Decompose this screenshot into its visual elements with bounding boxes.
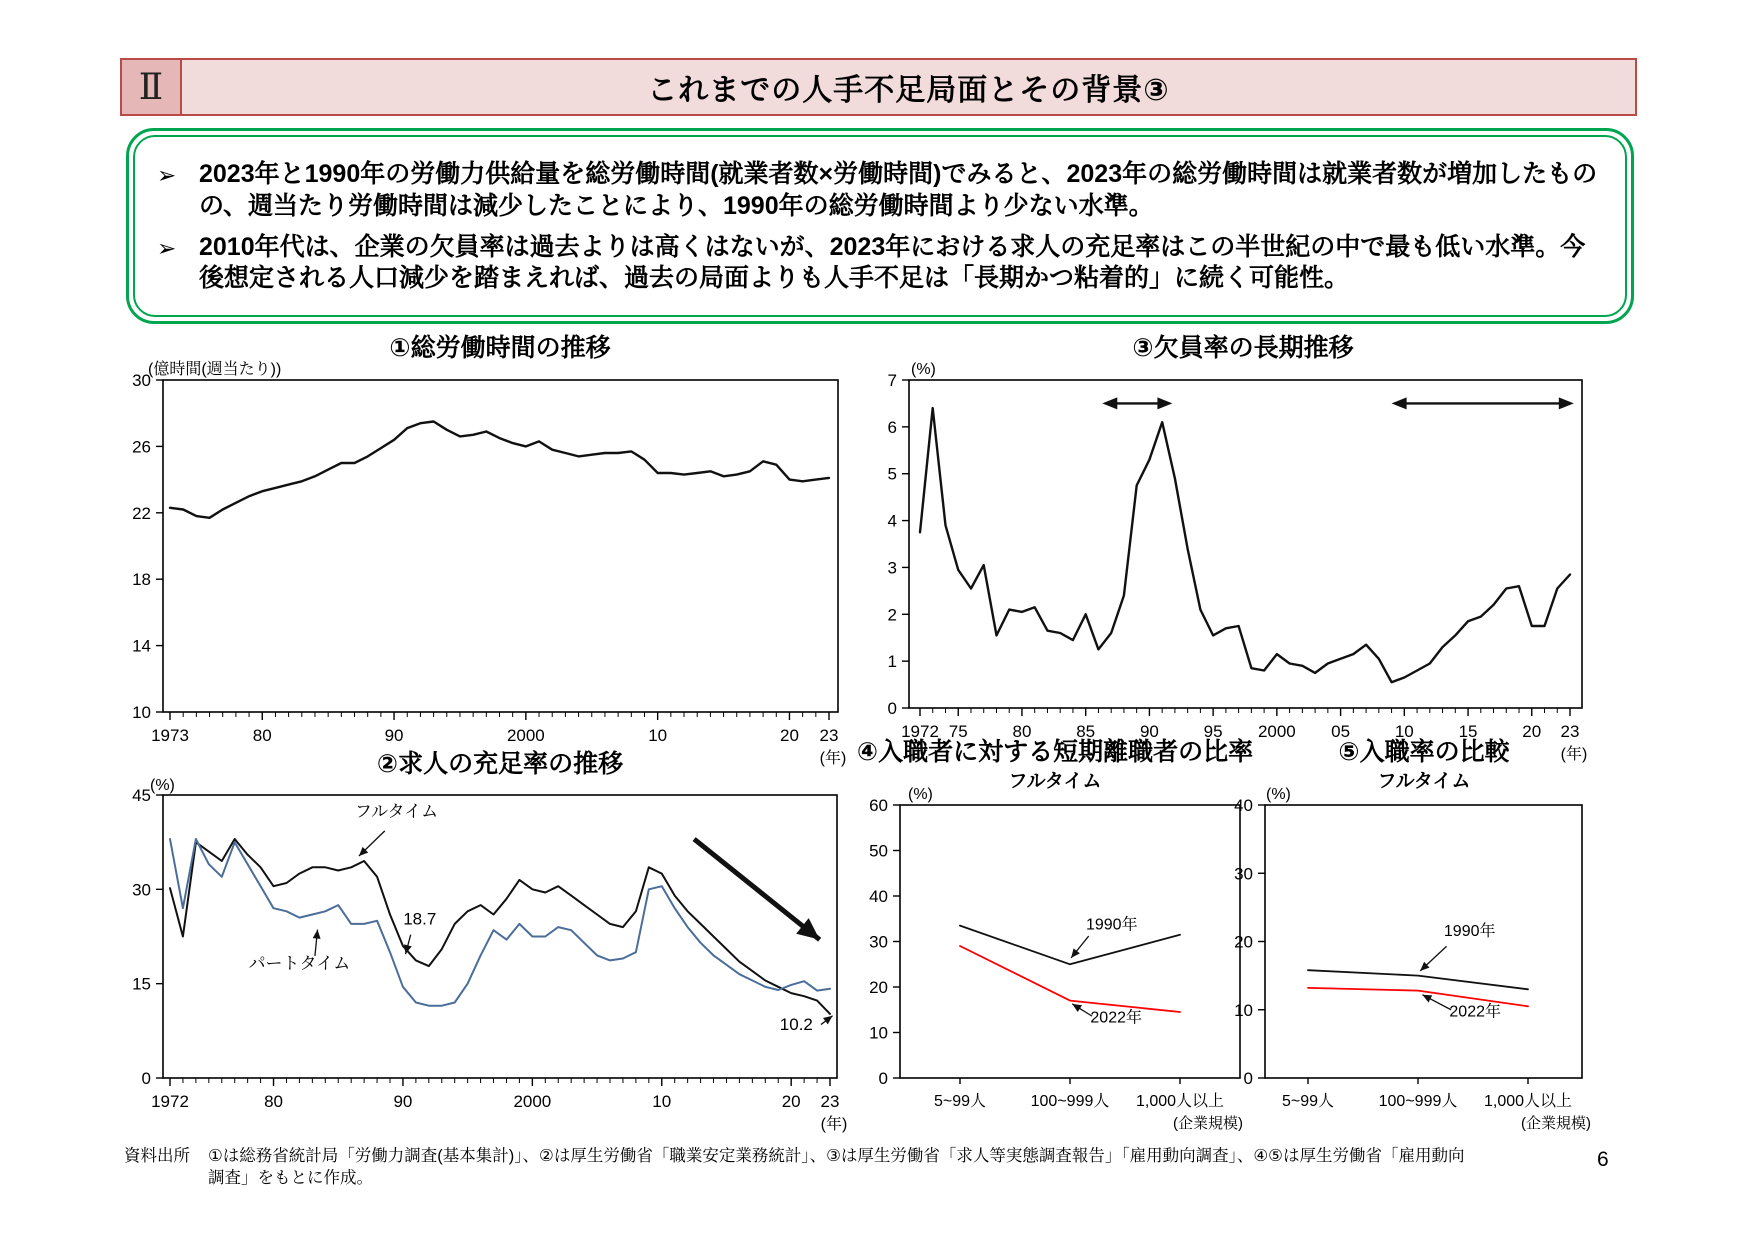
chart1-plot-frame [163,380,838,712]
svg-text:③欠員率の長期推移: ③欠員率の長期推移 [1132,334,1354,362]
chart2-series-パートタイム [170,839,830,1006]
page-number: 6 [1597,1148,1609,1171]
chart5-series-1990年 [1308,970,1528,989]
source-note-label: 資料出所 [124,1147,190,1165]
chart3-plot-frame [909,380,1582,708]
svg-text:95: 95 [1203,722,1223,741]
svg-text:15: 15 [1458,722,1478,741]
svg-text:2000: 2000 [513,1092,552,1111]
chart1-series-main [170,422,829,518]
svg-text:22: 22 [132,503,151,523]
svg-text:0: 0 [141,1069,151,1088]
svg-text:23: 23 [1560,722,1580,741]
svg-text:⑤入職率の比較: ⑤入職率の比較 [1338,738,1510,766]
svg-text:90: 90 [393,1092,413,1111]
svg-text:2000: 2000 [1257,722,1296,741]
svg-text:2022年: 2022年 [1090,1009,1143,1027]
source-note-line1: ①は総務省統計局「労働力調査(基本集計)」、②は厚生労働省「職業安定業務統計」、③は厚生労働省「求人等実態調査報告」「雇用動向調査」、④⑤は厚生労働省「雇用動向 [208,1147,1465,1165]
summary-bullet-2-text: 2010年代は、企業の欠員率は過去よりは高くはないが、2023年における求人の充足率はこの半世紀の中で最も低い水準。今後想定される人口減少を踏まえれば、過去の局面よりも人手不足は「長期かつ粘着的」に続く可能性。 [199,232,1586,293]
svg-text:5~99人: 5~99人 [933,1093,987,1110]
svg-text:(億時間(週当たり)): (億時間(週当たり)) [148,361,282,378]
svg-text:0: 0 [878,1069,888,1088]
svg-text:1,000人以上: 1,000人以上 [1483,1093,1573,1110]
svg-text:40: 40 [1234,796,1253,815]
svg-text:30: 30 [869,932,888,952]
svg-text:1973: 1973 [151,726,189,745]
svg-text:(%): (%) [150,777,175,794]
svg-text:(%): (%) [908,786,933,803]
svg-text:(年): (年) [1560,746,1588,763]
svg-text:45: 45 [132,786,151,805]
svg-text:100~999人: 100~999人 [1378,1093,1458,1110]
svg-text:10: 10 [1234,1000,1253,1020]
svg-text:10: 10 [648,726,668,745]
chart4 [857,737,1253,1132]
svg-text:1: 1 [887,652,897,672]
svg-text:20: 20 [779,726,799,745]
svg-text:30: 30 [132,371,151,390]
svg-text:4: 4 [887,511,897,531]
svg-text:フルタイム: フルタイム [1008,771,1102,792]
chart5 [1234,737,1591,1132]
svg-text:1990年: 1990年 [1443,923,1496,941]
svg-text:30: 30 [1234,864,1253,884]
chart2 [132,749,847,1133]
svg-text:80: 80 [264,1092,283,1111]
svg-text:④入職者に対する短期離職者の比率: ④入職者に対する短期離職者の比率 [856,738,1254,766]
chart3-series-main [920,408,1570,682]
svg-text:26: 26 [132,437,151,457]
svg-text:90: 90 [384,726,404,745]
svg-text:フルタイム: フルタイム [354,802,439,822]
svg-text:80: 80 [252,726,272,745]
svg-text:20: 20 [1234,932,1253,952]
svg-text:(年): (年) [820,1116,848,1133]
chart2-series-フルタイム [170,839,830,1014]
svg-text:20: 20 [1522,722,1542,741]
svg-text:1,000人以上: 1,000人以上 [1135,1093,1225,1110]
svg-text:10: 10 [132,703,151,722]
svg-text:90: 90 [1139,722,1159,741]
section-number: Ⅱ [120,58,182,116]
svg-text:①総労働時間の推移: ①総労働時間の推移 [389,334,611,362]
chart1 [132,334,846,767]
svg-text:20: 20 [869,978,888,997]
svg-text:6: 6 [887,417,897,437]
svg-text:80: 80 [1012,722,1032,741]
source-note [124,1146,1464,1190]
svg-text:フルタイム: フルタイム [1377,771,1471,792]
chart2-plot-frame [163,795,837,1078]
svg-text:100~999人: 100~999人 [1030,1093,1110,1110]
svg-text:0: 0 [887,699,897,718]
svg-text:1972: 1972 [151,1092,189,1111]
svg-text:(企業規模): (企業規模) [1173,1115,1243,1132]
svg-text:5~99人: 5~99人 [1281,1093,1335,1110]
svg-text:(企業規模): (企業規模) [1521,1115,1591,1132]
svg-text:(%): (%) [1266,786,1291,803]
svg-text:18: 18 [132,570,151,590]
svg-text:10.2: 10.2 [779,1015,813,1035]
svg-text:10: 10 [869,1023,888,1043]
arrow-bullet-icon: ➢ [157,162,177,188]
chart5-plot-frame [1265,805,1582,1078]
svg-text:05: 05 [1331,722,1351,741]
svg-text:85: 85 [1076,722,1096,741]
svg-text:(年): (年) [819,750,847,767]
svg-text:10: 10 [652,1092,672,1111]
svg-text:18.7: 18.7 [403,909,437,929]
svg-text:2000: 2000 [506,726,545,745]
svg-text:30: 30 [132,880,151,900]
svg-text:5: 5 [887,464,897,484]
page-title: これまでの人手不足局面とその背景③ [647,74,1170,107]
summary-bullet-1-text: 2023年と1990年の労働力供給量を総労働時間(就業者数×労働時間)でみると、2023年の総労働時間は就業者数が増加したものの、週当たり労働時間は減少したことにより、1990年の総労働時間より少ない水準。 [199,160,1598,220]
svg-text:パートタイム: パートタイム [248,954,351,974]
svg-text:40: 40 [869,887,888,906]
svg-text:15: 15 [132,974,151,994]
arrow-bullet-icon: ➢ [157,234,177,261]
chart3 [888,333,1588,763]
svg-text:2022年: 2022年 [1449,1003,1502,1021]
svg-text:3: 3 [887,558,897,578]
svg-text:(%): (%) [911,361,936,378]
svg-text:②求人の充足率の推移: ②求人の充足率の推移 [376,750,624,778]
svg-text:7: 7 [887,371,897,390]
svg-text:10: 10 [1394,722,1414,741]
chart4-series-2022年 [960,946,1180,1012]
svg-text:1972: 1972 [901,722,939,741]
source-note-line2: 調査」をもとに作成。 [208,1168,373,1187]
svg-text:14: 14 [132,636,151,656]
svg-text:1990年: 1990年 [1085,916,1138,934]
chart4-series-1990年 [960,926,1180,965]
source-note-text [208,1146,1464,1190]
svg-text:20: 20 [781,1092,801,1111]
svg-text:75: 75 [948,722,968,741]
svg-text:0: 0 [1243,1069,1253,1088]
svg-text:23: 23 [819,726,839,745]
svg-text:23: 23 [820,1092,840,1111]
svg-text:60: 60 [869,796,888,815]
svg-text:50: 50 [869,841,888,861]
svg-text:2: 2 [887,605,897,625]
chart4-plot-frame [900,805,1240,1078]
